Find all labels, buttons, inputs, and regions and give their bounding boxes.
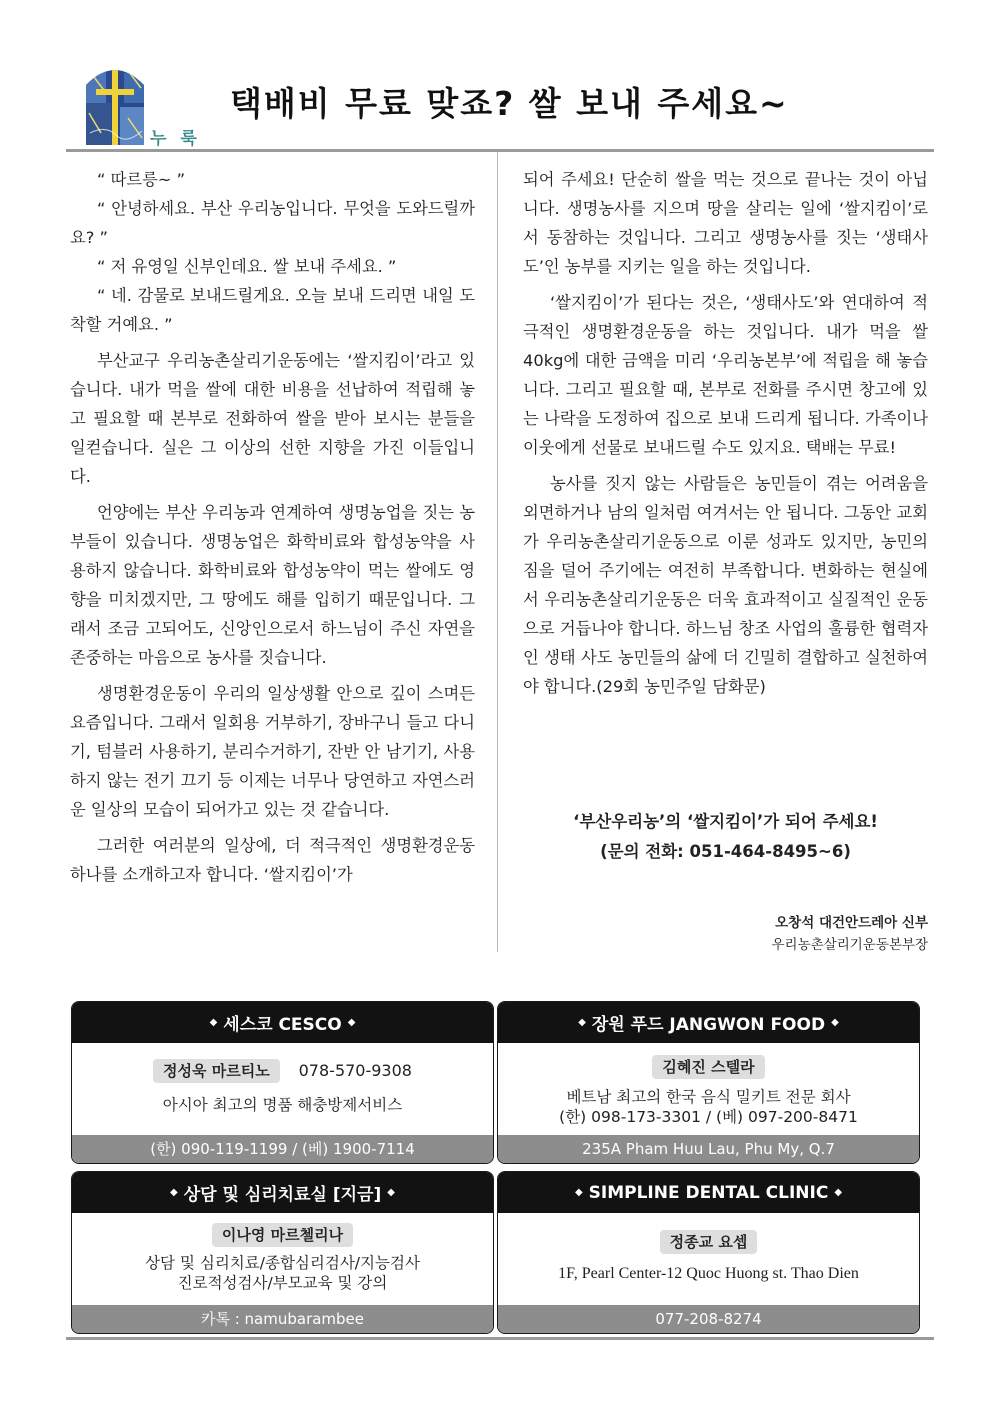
bottom-divider <box>66 1337 934 1340</box>
ad-title: 세스코 CESCO <box>223 1015 342 1035</box>
ad-header <box>72 1172 493 1213</box>
ad-phones: (한) 098-173-3301 / (베) 097-200-8471 <box>559 1108 858 1126</box>
dialogue-line: “ 따르릉~ ” <box>97 170 186 189</box>
ad-footer: (한) 090-119-1199 / (베) 1900-7114 <box>72 1135 493 1163</box>
article-right-column <box>523 165 928 708</box>
author-title: 우리농촌살리기운동본부장 <box>771 937 928 953</box>
page-title: 택배비 무료 맞죠? 쌀 보내 주세요~ <box>230 84 789 123</box>
closing-appeal: ‘부산우리농’의 ‘쌀지킴이’가 되어 주세요! <box>573 812 878 831</box>
diamond-icon: ◆ <box>387 1187 395 1198</box>
diamond-icon: ◆ <box>574 1187 583 1198</box>
ad-address: 1F, Pearl Center-12 Quoc Huong st. Thao Dien <box>558 1265 859 1282</box>
author-name: 오창석 대건안드레아 신부 <box>775 915 928 931</box>
ad-cesco[interactable] <box>71 1001 494 1164</box>
ad-title: 장원 푸드 JANGWON FOOD <box>591 1015 826 1035</box>
contact-name: 이나영 마르첼리나 <box>212 1223 353 1247</box>
ad-body <box>498 1043 919 1163</box>
contact-name: 정종교 요셉 <box>660 1230 758 1254</box>
diamond-icon: ◆ <box>170 1187 178 1198</box>
ad-header <box>498 1002 919 1043</box>
contact-phone: 078-570-9308 <box>298 1061 412 1080</box>
nuruk-logo-icon <box>86 63 144 145</box>
ad-description: 아시아 최고의 명품 해충방제서비스 <box>162 1096 403 1114</box>
ad-footer: 077-208-8274 <box>498 1305 919 1333</box>
ad-description: 상담 및 심리치료/종합심리검사/지능검사 <box>145 1254 420 1272</box>
contact-name: 김혜진 스텔라 <box>652 1055 764 1079</box>
column-divider <box>497 152 498 952</box>
ad-body <box>72 1213 493 1333</box>
article-paragraph: 언양에는 부산 우리농과 연계하여 생명농업을 짓는 농부들이 있습니다. 생명농업은 화학비료와 합성농약을 사용하지 않습니다. 화학비료와 합성농약이 먹는 쌀에도 영향을 미치겠지만, 그 땅에도 해를 입히기 때문입니다. 그래서 조금 고되어도, 신앙인으로서 하느님이 주신 자연을 존중하는 마음으로 농사를 짓습니다. <box>70 503 475 667</box>
ad-description: 베트남 최고의 한국 음식 밀키트 전문 회사 <box>566 1088 851 1106</box>
title-divider <box>66 149 934 152</box>
diamond-icon: ◆ <box>209 1017 218 1028</box>
contact-name: 정성욱 마르티노 <box>153 1059 280 1083</box>
diamond-icon: ◆ <box>834 1187 843 1198</box>
ad-title: 상담 및 심리치료실 [지금] <box>183 1185 382 1205</box>
ad-footer: 235A Pham Huu Lau, Phu My, Q.7 <box>498 1135 919 1163</box>
ad-simpline-dental[interactable] <box>497 1171 920 1334</box>
ad-counseling[interactable] <box>71 1171 494 1334</box>
ad-jangwon-food[interactable] <box>497 1001 920 1164</box>
diamond-icon: ◆ <box>831 1017 839 1028</box>
ad-body <box>72 1043 493 1163</box>
dialogue-line: “ 네. 감물로 보내드릴게요. 오늘 보내 드리면 내일 도착할 거예요. ” <box>70 286 475 334</box>
ad-header <box>498 1172 919 1213</box>
article-left-column <box>70 165 475 896</box>
article-paragraph-continued: 되어 주세요! 단순히 쌀을 먹는 것으로 끝나는 것이 아닙니다. 생명농사를 지으며 땅을 살리는 일에 ‘쌀지킴이’로서 동참하는 것입니다. 그리고 생명농사를 짓는 ‘생태사도’인 농부를 지키는 일을 하는 것입니다. <box>523 170 928 276</box>
ad-footer: 카톡 : namubarambee <box>72 1305 493 1333</box>
logo-label: 누 룩 <box>150 129 201 149</box>
dialogue-line: “ 저 유영일 신부인데요. 쌀 보내 주세요. ” <box>97 257 397 276</box>
dialogue-line: “ 안녕하세요. 부산 우리농입니다. 무엇을 도와드릴까요? ” <box>70 199 475 247</box>
article-paragraph: ‘쌀지킴이’가 된다는 것은, ‘생태사도’와 연대하여 적극적인 생명환경운동을 하는 것입니다. 내가 먹을 쌀 40kg에 대한 금액을 미리 ‘우리농본부’에 적립을 해 놓습니다. 그리고 필요할 때, 본부로 전화를 주시면 창고에 있는 나락을 도정하여 집으로 보내 드리게 됩니다. 가족이나 이웃에게 선물로 보내드릴 수도 있지요. 택배는 무료! <box>523 293 928 457</box>
article-paragraph: 농사를 짓지 않는 사람들은 농민들이 겪는 어려움을 외면하거나 남의 일처럼 여겨서는 안 됩니다. 그동안 교회가 우리농촌살리기운동으로 이룬 성과도 있지만, 농민의 짐을 덜어 주기에는 여전히 부족합니다. 변화하는 현실에서 우리농촌살리기운동은 더욱 효과적이고 실질적인 운동으로 거듭나야 합니다. 하느님 창조 사업의 훌륭한 협력자인 생태 사도 농민들의 삶에 더 긴밀히 결합하고 실천하여야 합니다.(29회 농민주일 담화문) <box>523 474 928 696</box>
diamond-icon: ◆ <box>578 1017 586 1028</box>
ad-header <box>72 1002 493 1043</box>
article-paragraph: 생명환경운동이 우리의 일상생활 안으로 깊이 스며든 요즘입니다. 그래서 일회용 거부하기, 장바구니 들고 다니기, 텀블러 사용하기, 분리수거하기, 잔반 안 남기기, 사용하지 않는 전기 끄기 등 이제는 너무나 당연하고 자연스러운 일상의 모습이 되어가고 있는 것 같습니다. <box>70 684 475 819</box>
ad-title: SIMPLINE DENTAL CLINIC <box>588 1182 829 1203</box>
diamond-icon: ◆ <box>347 1017 356 1028</box>
ad-description-2: 진로적성검사/부모교육 및 강의 <box>177 1274 388 1292</box>
article-paragraph: 부산교구 우리농촌살리기운동에는 ‘쌀지킴이’라고 있습니다. 내가 먹을 쌀에 대한 비용을 선납하여 적립해 놓고 필요할 때 본부로 전화하여 쌀을 받아 보시는 분들을 일컫습니다. 실은 그 이상의 선한 지향을 가진 이들입니다. <box>70 351 475 486</box>
ad-body <box>498 1213 919 1333</box>
contact-phone-line: (문의 전화: 051-464-8495~6) <box>600 842 851 861</box>
article-paragraph: 그러한 여러분의 일상에, 더 적극적인 생명환경운동 하나를 소개하고자 합니다. ‘쌀지킴이’가 <box>70 836 475 884</box>
